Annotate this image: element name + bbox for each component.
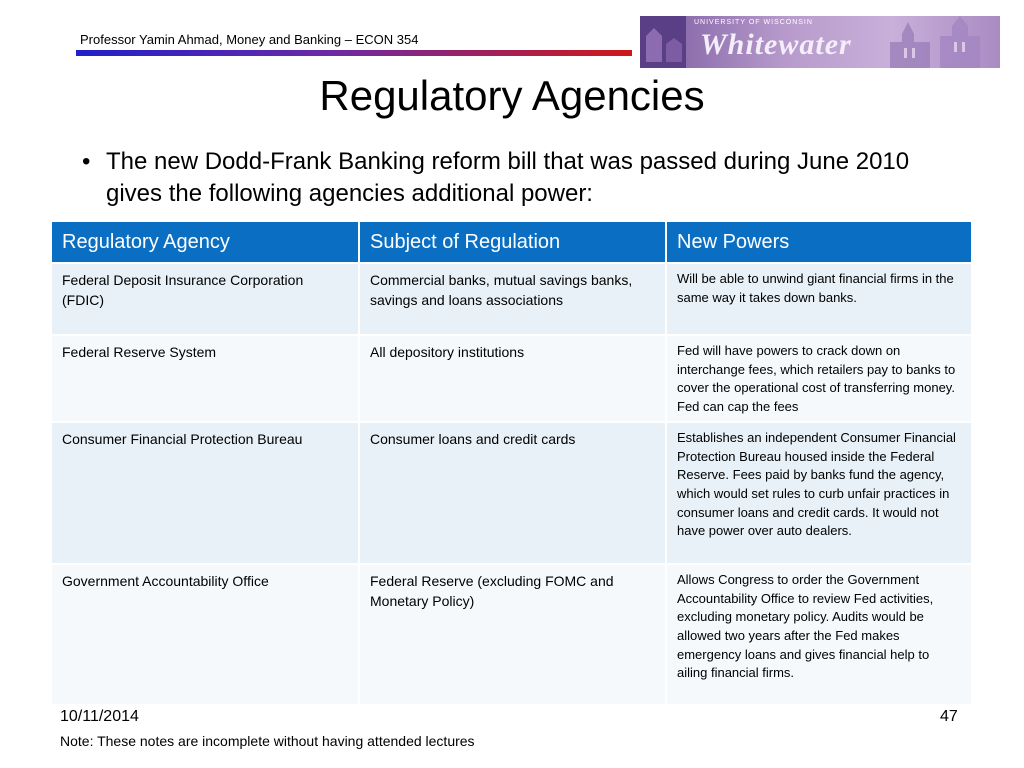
- header-rule: [76, 50, 632, 56]
- column-header-powers: New Powers: [666, 222, 972, 263]
- table-row: [52, 422, 972, 564]
- regulatory-agencies-table: [52, 222, 973, 704]
- powers-cell: Fed will have powers to crack down on interchange fees, which retailers pay to banks to cover the operational cost of transferring money. Fed can cap the fees: [666, 335, 972, 422]
- column-header-subject: Subject of Regulation: [359, 222, 666, 263]
- logo-wordmark: Whitewater: [700, 28, 852, 61]
- agency-cell: Federal Reserve System: [52, 335, 359, 422]
- powers-cell: Allows Congress to order the Government Accountability Office to review Fed activities, excluding monetary policy. Audits would be allowed two years after the Fed makes emergency loans and gives financial help to ailing financial firms.: [666, 564, 972, 704]
- powers-cell: Establishes an independent Consumer Financial Protection Bureau housed inside the Federal Reserve. Fees paid by banks fund the agency, which would set rules to curb unfair practices in consumer loans and credit cards. It would not have power over auto dealers.: [666, 422, 972, 564]
- subject-cell: Federal Reserve (excluding FOMC and Monetary Policy): [359, 564, 666, 704]
- bullet-icon: •: [82, 148, 91, 175]
- slide-title: Regulatory Agencies: [319, 72, 705, 119]
- agency-cell: Federal Deposit Insurance Corporation (FDIC): [52, 263, 359, 335]
- table-row: [52, 564, 972, 704]
- bullet-point: [82, 146, 962, 210]
- subject-cell: Consumer loans and credit cards: [359, 422, 666, 564]
- table-header-row: [52, 222, 972, 263]
- agency-cell: Consumer Financial Protection Bureau: [52, 422, 359, 564]
- university-logo: [640, 16, 1000, 68]
- footer-note: Note: These notes are incomplete without having attended lectures: [60, 733, 475, 749]
- subject-cell: All depository institutions: [359, 335, 666, 422]
- slide-number: 47: [940, 708, 958, 725]
- bullet-text: The new Dodd-Frank Banking reform bill that was passed during June 2010 gives the following agencies additional power:: [106, 148, 910, 207]
- logo-university-label: UNIVERSITY OF WISCONSIN: [694, 19, 813, 26]
- slide-date: 10/11/2014: [60, 708, 139, 725]
- table-row: [52, 263, 972, 335]
- course-header: Professor Yamin Ahmad, Money and Banking – ECON 354: [80, 32, 419, 47]
- table-row: [52, 335, 972, 422]
- subject-cell: Commercial banks, mutual savings banks, savings and loans associations: [359, 263, 666, 335]
- agency-cell: Government Accountability Office: [52, 564, 359, 704]
- powers-cell: Will be able to unwind giant financial firms in the same way it takes down banks.: [666, 263, 972, 335]
- column-header-agency: Regulatory Agency: [52, 222, 359, 263]
